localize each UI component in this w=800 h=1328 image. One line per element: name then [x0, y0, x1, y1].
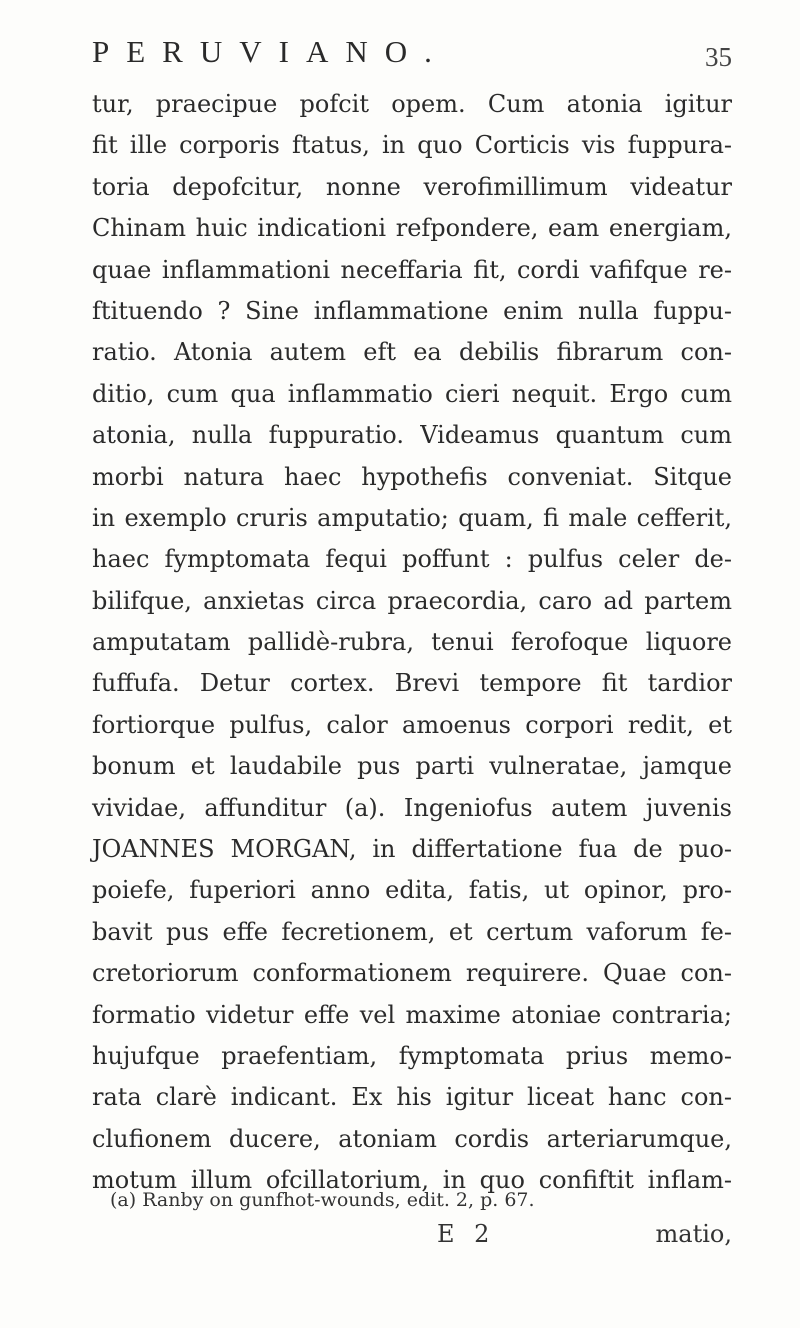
text-line: ditio, cum qua inflammatio cieri nequit. Ergo cum: [92, 379, 732, 408]
running-title: PERUVIANO.: [92, 34, 449, 69]
page-footer: [92, 1220, 732, 1256]
text-line: Chinam huic indicationi refpondere, eam energiam,: [92, 214, 732, 243]
footnote: (a) Ranby on gunfhot-wounds, edit. 2, p. 67.: [110, 1189, 535, 1211]
text-line: atonia, nulla fuppuratio. Videamus quantum cum: [92, 421, 732, 450]
text-line: cretoriorum conformationem requirere. Quae con-: [92, 959, 732, 988]
text-line: motum illum ofcillatorium, in quo confiftit inflam-: [92, 1166, 732, 1195]
catchword: matio,: [655, 1220, 732, 1248]
text-line: JOANNES MORGAN, in differtatione fua de puo-: [92, 835, 732, 864]
text-line: amputatam pallidè-rubra, tenui ferofoque liquore: [92, 628, 732, 657]
text-line: in exemplo cruris amputatio; quam, fi male cefferit,: [92, 503, 732, 532]
text-line: bavit pus effe fecretionem, et certum vaforum fe-: [92, 917, 732, 946]
text-line: toria depofcitur, nonne verofimillimum videatur: [92, 172, 732, 201]
text-line: rata clarè indicant. Ex his igitur liceat hanc con-: [92, 1083, 732, 1112]
text-line: morbi natura haec hypothefis conveniat. Sitque: [92, 462, 732, 491]
text-line: haec fymptomata fequi poffunt : pulfus celer de-: [92, 545, 732, 574]
text-line: bilifque, anxietas circa praecordia, caro ad partem: [92, 586, 732, 615]
text-line: fortiorque pulfus, calor amoenus corpori redit, et: [92, 710, 732, 739]
body-text: [92, 84, 732, 1202]
text-line: bonum et laudabile pus parti vulneratae, jamque: [92, 752, 732, 781]
text-line: tur, praecipue pofcit opem. Cum atonia igitur: [92, 90, 732, 118]
text-line: ftituendo ? Sine inflammatione enim nulla fuppu-: [92, 296, 732, 325]
text-line: clufionem ducere, atoniam cordis arteriarumque,: [92, 1124, 732, 1153]
signature-mark: E 2: [437, 1220, 496, 1248]
page-number: 35: [705, 42, 732, 72]
text-line: vividae, affunditur (a). Ingeniofus autem juvenis: [92, 793, 732, 822]
text-line: fuffufa. Detur cortex. Brevi tempore fit tardior: [92, 669, 732, 698]
text-line: poiefe, fuperiori anno edita, fatis, ut opinor, pro-: [92, 876, 732, 905]
text-line: fit ille corporis ftatus, in quo Corticis vis fuppura-: [92, 131, 732, 160]
text-line: quae inflammationi neceffaria fit, cordi vafifque re-: [92, 255, 732, 284]
text-line: ratio. Atonia autem eft ea debilis fibrarum con-: [92, 338, 732, 367]
text-line: hujufque praefentiam, fymptomata prius memo-: [92, 1041, 732, 1070]
running-head: [92, 34, 732, 84]
text-line: formatio videtur effe vel maxime atoniae contraria;: [92, 1000, 732, 1029]
